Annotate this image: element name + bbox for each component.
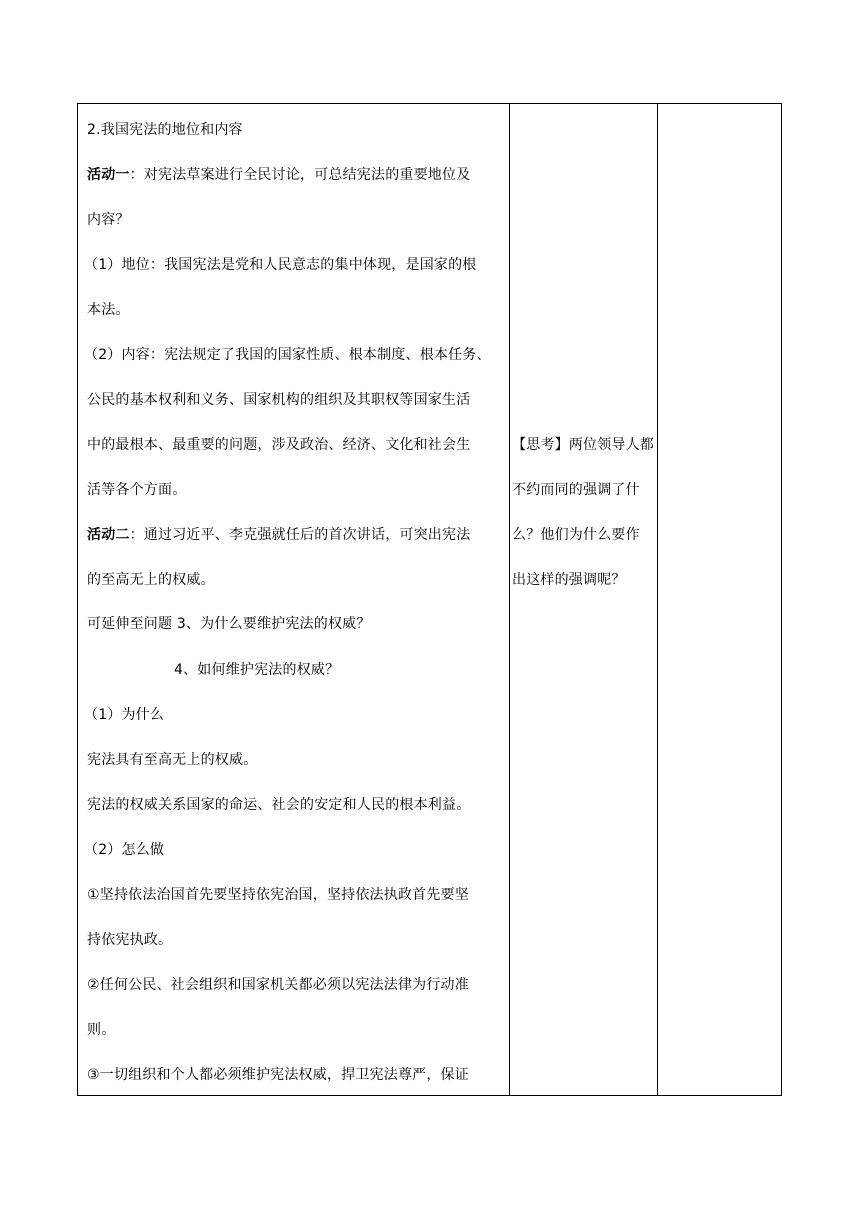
think-prompt-line: 么？他们为什么要作 — [512, 527, 640, 543]
text-line: 则。 — [87, 1022, 116, 1038]
text-line: 本法。 — [87, 302, 130, 318]
section-heading: 2.我国宪法的地位和内容 — [87, 122, 243, 138]
text-line: ①坚持依法治国首先要坚持依宪治国，坚持依法执政首先要坚 — [87, 887, 469, 903]
text-line: 4、如何维护宪法的权威？ — [174, 662, 340, 678]
text-line: 宪法的权威关系国家的命运、社会的安定和人民的根本利益。 — [87, 797, 471, 813]
think-prompt-line: 出这样的强调呢？ — [512, 572, 626, 588]
text-line: 公民的基本权利和义务、国家机构的组织及其职权等国家生活 — [87, 392, 471, 408]
text-line: （1）地位：我国宪法是党和人民意志的集中体现，是国家的根 — [84, 257, 477, 273]
text-line: 宪法具有至高无上的权威。 — [87, 752, 258, 768]
text-line: 持依宪执政。 — [87, 932, 173, 948]
lesson-table — [77, 103, 782, 1096]
text-line: 内容？ — [87, 212, 130, 228]
text-line: 的至高无上的权威。 — [87, 572, 215, 588]
text-line: （2）怎么做 — [84, 842, 165, 858]
think-column — [510, 104, 658, 1095]
activity-two-label: 活动二 — [87, 527, 130, 543]
think-prompt-line: 不约而同的强调了什 — [512, 482, 640, 498]
activity-one-line — [87, 165, 470, 185]
activity-two-line — [87, 525, 470, 545]
activity-one-text: ：对宪法草案进行全民讨论，可总结宪法的重要地位及 — [129, 167, 471, 183]
notes-column — [658, 104, 781, 1095]
activity-one-label: 活动一 — [87, 167, 130, 183]
text-line: 中的最根本、最重要的问题，涉及政治、经济、文化和社会生 — [87, 437, 471, 453]
content-column — [78, 104, 510, 1095]
text-line: ③一切组织和个人都必须维护宪法权威，捍卫宪法尊严，保证 — [87, 1067, 469, 1083]
text-line: 活等各个方面。 — [87, 482, 187, 498]
text-line: ②任何公民、社会组织和国家机关都必须以宪法法律为行动准 — [87, 977, 469, 993]
text-line: （2）内容：宪法规定了我国的国家性质、根本制度、根本任务、 — [84, 347, 491, 363]
text-line: 可延伸至问题 3、为什么要维护宪法的权威？ — [87, 616, 371, 632]
activity-two-text: ：通过习近平、李克强就任后的首次讲话，可突出宪法 — [129, 527, 471, 543]
think-prompt-line: 【思考】两位领导人都 — [512, 437, 654, 453]
text-line: （1）为什么 — [84, 707, 165, 723]
